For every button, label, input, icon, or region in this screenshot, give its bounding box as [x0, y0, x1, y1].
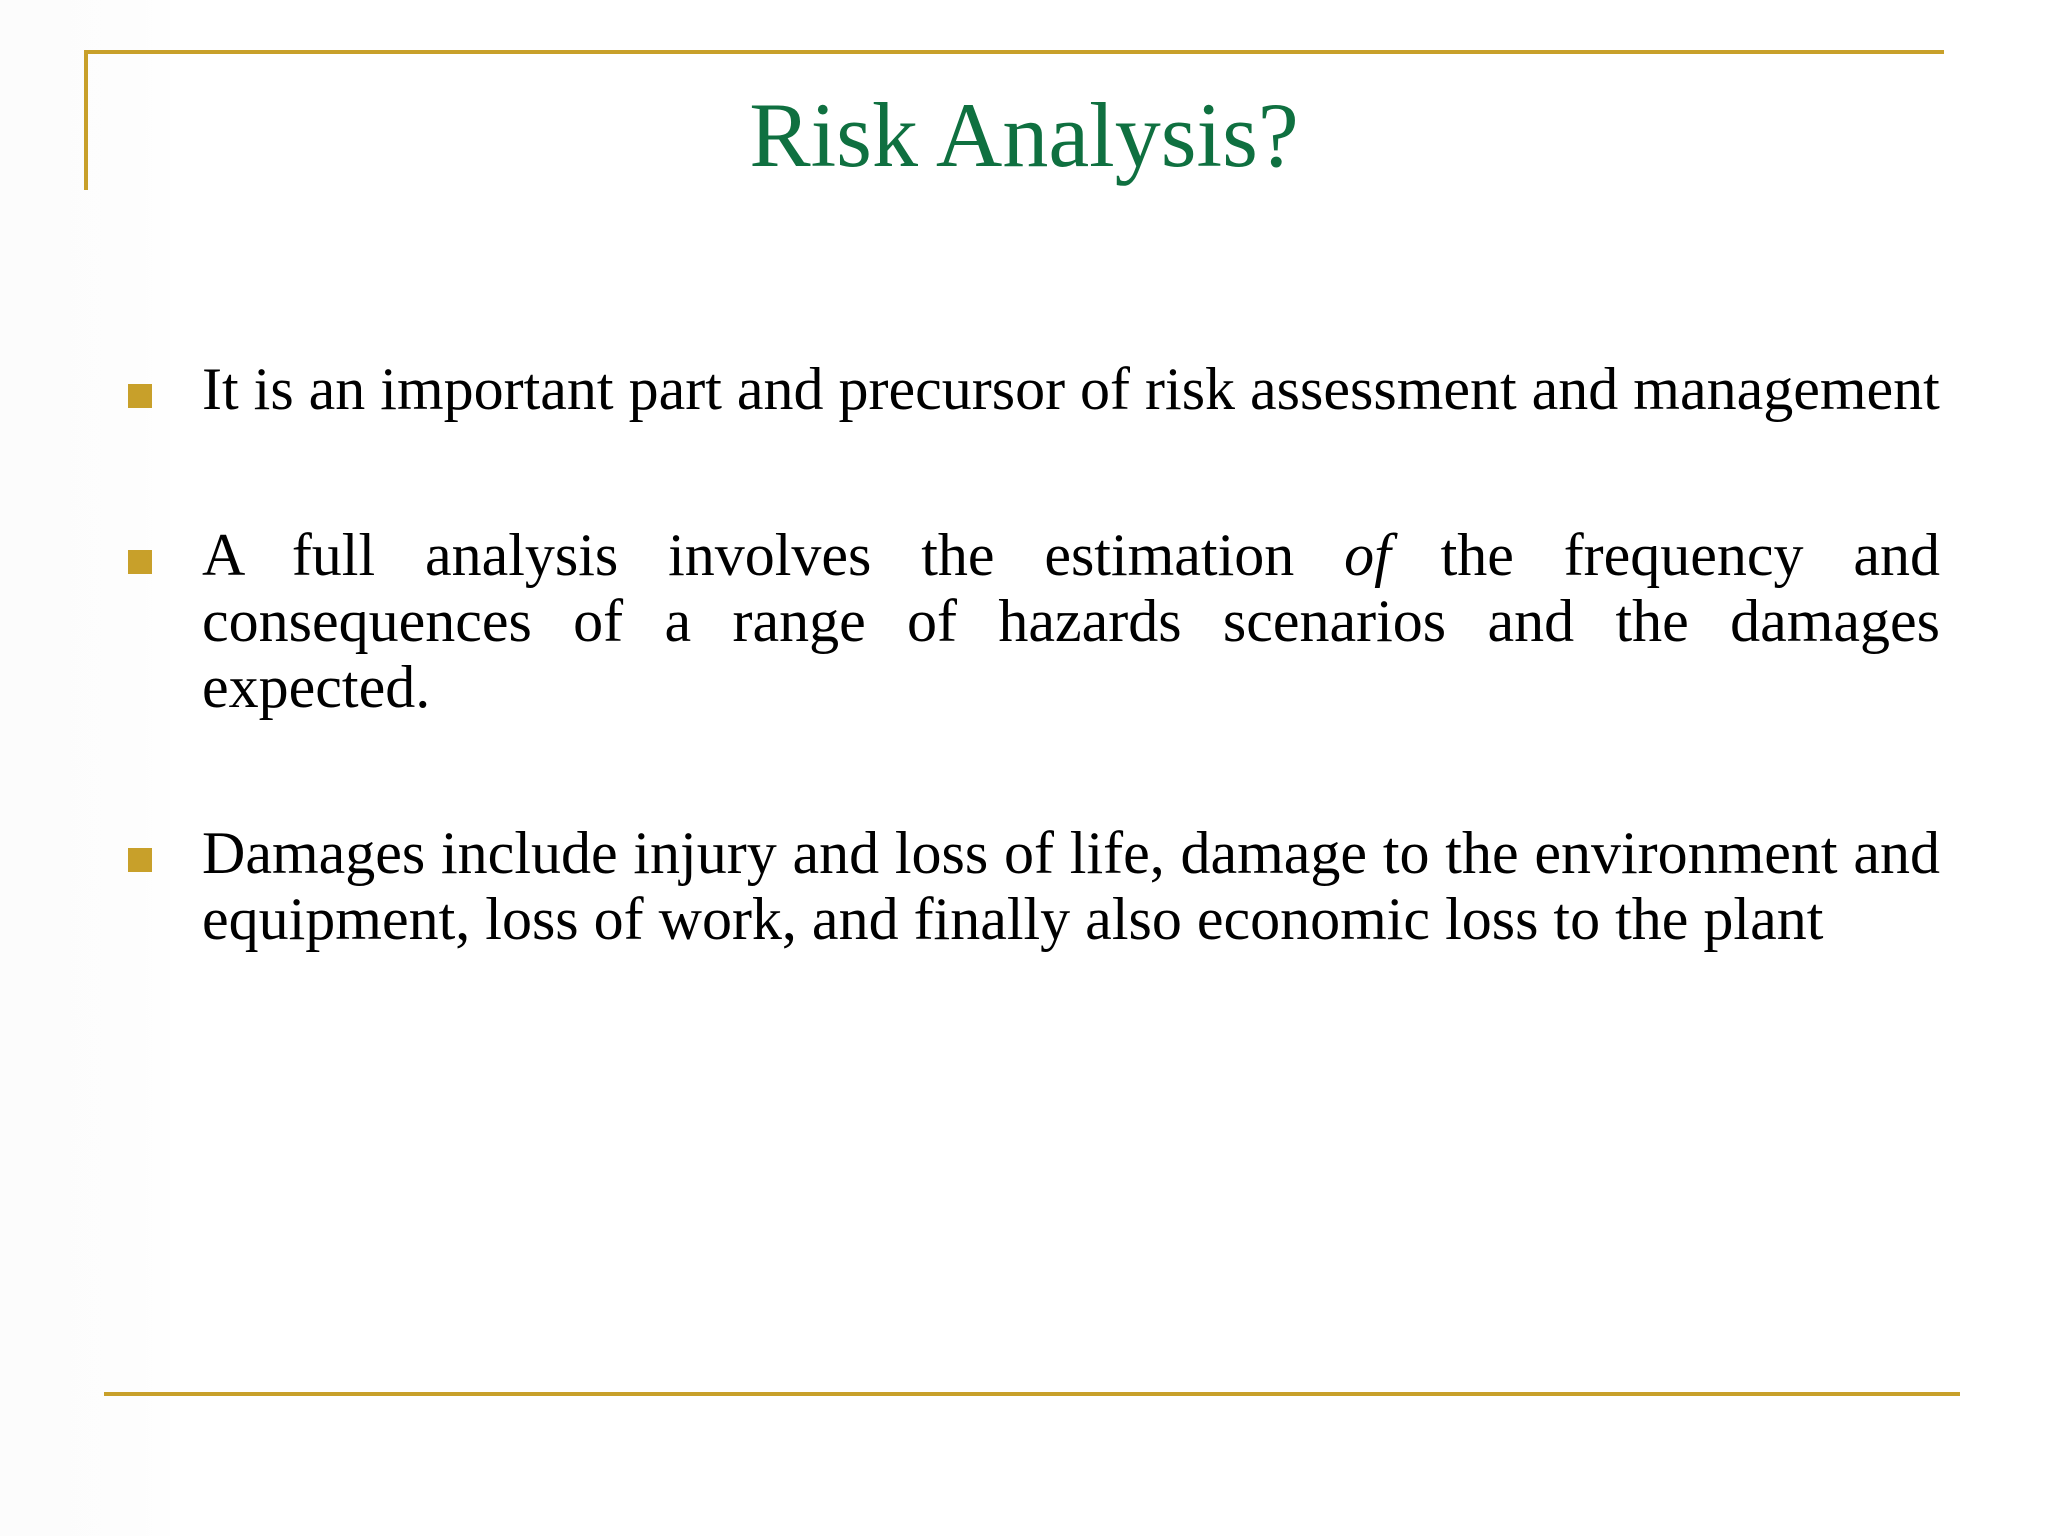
bullet-text-2-italic: of [1344, 522, 1391, 588]
bullet-list [124, 356, 1940, 1052]
square-bullet-icon [128, 384, 152, 408]
bullet-text-2-after: the frequency and consequences of a range of hazards scenarios and the damages expected. [202, 522, 1940, 720]
bullet-text-1: It is an important part and precursor of risk assessment and management [202, 356, 1940, 422]
bottom-divider-line [104, 1392, 1960, 1396]
bullet-text-2-before: A full analysis involves the estimation [202, 522, 1345, 588]
bullet-text-3: Damages include injury and loss of life, damage to the environment and equipment, loss of work, and finally also economic loss to the plant [202, 820, 1940, 952]
square-bullet-icon [128, 848, 152, 872]
bullet-item-2 [124, 522, 1940, 720]
top-frame-line [84, 50, 1944, 54]
bullet-item-1 [124, 356, 1940, 422]
bullet-item-3 [124, 820, 1940, 952]
square-bullet-icon [128, 550, 152, 574]
slide-title: Risk Analysis? [749, 84, 1299, 186]
